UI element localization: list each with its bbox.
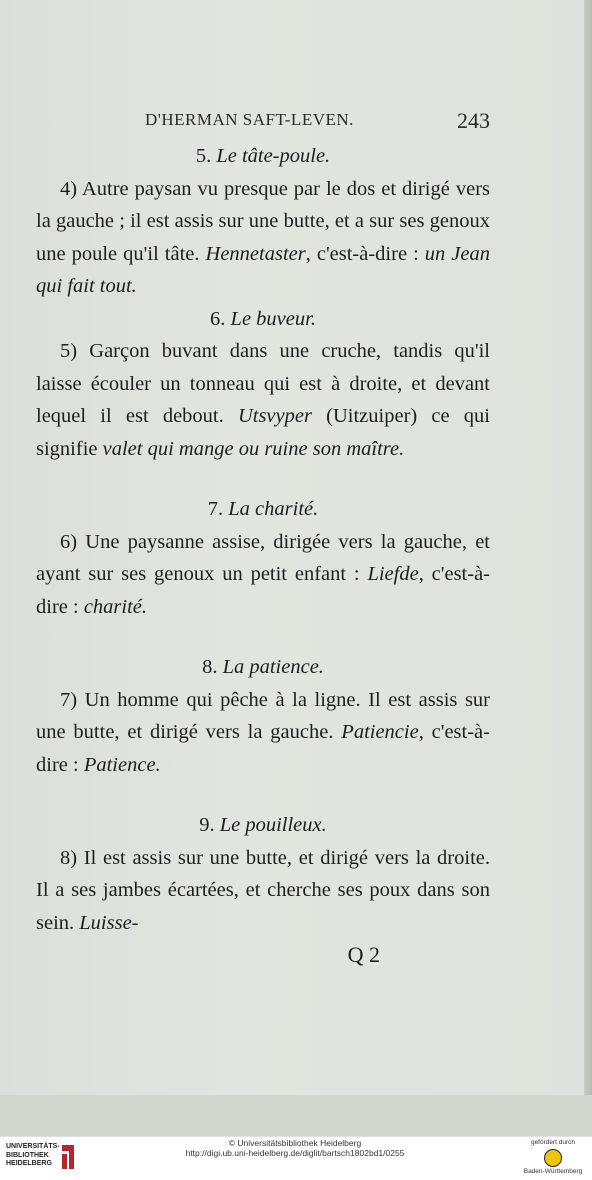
signature-mark: Q 2 [347, 942, 380, 967]
text-run-italic: Utsvyper [237, 405, 312, 427]
credit-block [160, 1138, 430, 1158]
digitization-footer [0, 1136, 592, 1180]
section-heading [36, 303, 490, 336]
text-run: , c'est-à-dire : [305, 242, 425, 265]
section-paragraph [36, 173, 490, 303]
spacer [36, 623, 490, 651]
text-run-italic: Liefde [367, 563, 419, 585]
section-paragraph [36, 842, 490, 940]
copyright-line: © Universitätsbibliothek Heidelberg [228, 1138, 362, 1148]
section-title: La patience. [222, 656, 324, 678]
text-run-italic: Patience. [83, 753, 161, 776]
text-run-italic: Luisse- [79, 911, 139, 934]
page-number: 243 [457, 108, 490, 133]
section-number: 8. [202, 656, 218, 678]
section-number: 9. [199, 814, 215, 836]
section-title: Le buveur. [230, 307, 316, 330]
section-number: 7. [207, 498, 224, 520]
text-run-italic: Patiencie [341, 721, 419, 743]
page-body [36, 140, 490, 972]
text-run: 6) Une paysanne assise, dirigée vers la gauche, et ayant sur ses genoux un petit enfant : [36, 530, 490, 585]
text-run: (Uitzuiper) ce qui signifie [36, 405, 491, 460]
section-number: 6. [210, 307, 226, 330]
running-header [145, 108, 490, 136]
section-paragraph [36, 684, 490, 782]
text-run-italic: charité. [83, 595, 148, 618]
text-run-italic: valet qui mange ou ruine son maître. [102, 437, 405, 460]
page-bottom-margin [0, 1095, 592, 1136]
source-url[interactable]: http://digi.ub.uni-heidelberg.de/diglit/bartsch1802bd1/0255 [185, 1148, 405, 1158]
library-logo-line: UNIVERSITÄTS- [6, 1143, 60, 1150]
text-run: 5) Garçon buvant dans une cruche, tandis qu'il laisse écouler un tonneau qui est à droite, et devant lequel il est debout. [36, 340, 490, 427]
sponsor-block [518, 1139, 588, 1176]
sponsor-label: gefördert durch [530, 1139, 576, 1146]
spacer [36, 781, 490, 809]
text-run-italic: un Jean qui fait tout. [36, 242, 490, 297]
section-heading [36, 809, 490, 842]
library-emblem-icon [60, 1143, 76, 1171]
sponsor-name: Baden-Württemberg [523, 1168, 583, 1175]
library-logo-line: BIBLIOTHEK [6, 1151, 49, 1159]
section-heading [36, 140, 490, 173]
text-run: 7) Un homme qui pêche à la ligne. Il est assis sur une butte, et dirigé vers la gauche. [36, 688, 490, 743]
text-run: , c'est-à-dire : [36, 721, 490, 776]
section-title: Le pouilleux. [219, 814, 327, 836]
text-run: 4) Autre paysan vu presque par le dos et dirigé vers la gauche ; il est assis sur une butte, et a sur ses genoux une poule qu'il tâte. [36, 177, 490, 265]
library-logo-line: HEIDELBERG [6, 1160, 52, 1167]
section-paragraph [36, 335, 490, 465]
spacer [36, 465, 490, 493]
section-paragraph [36, 526, 490, 624]
library-logo [6, 1143, 58, 1175]
text-run-italic: Hennetaster [205, 242, 306, 265]
page-edge [584, 0, 592, 1136]
section-number: 5. [195, 145, 212, 167]
running-title: D'HERMAN SAFT-LEVEN. [145, 110, 354, 129]
section-heading [36, 651, 490, 684]
text-run: 8) Il est assis sur une butte, et dirigé vers la droite. Il a ses jambes écartées, et cherche ses poux dans son sein. [36, 846, 490, 934]
state-crest-icon [544, 1149, 562, 1167]
section-title: La charité. [228, 498, 319, 520]
section-heading [36, 493, 490, 526]
text-run: , c'est-à-dire : [36, 563, 490, 618]
section-title: Le tâte-poule. [216, 145, 331, 167]
